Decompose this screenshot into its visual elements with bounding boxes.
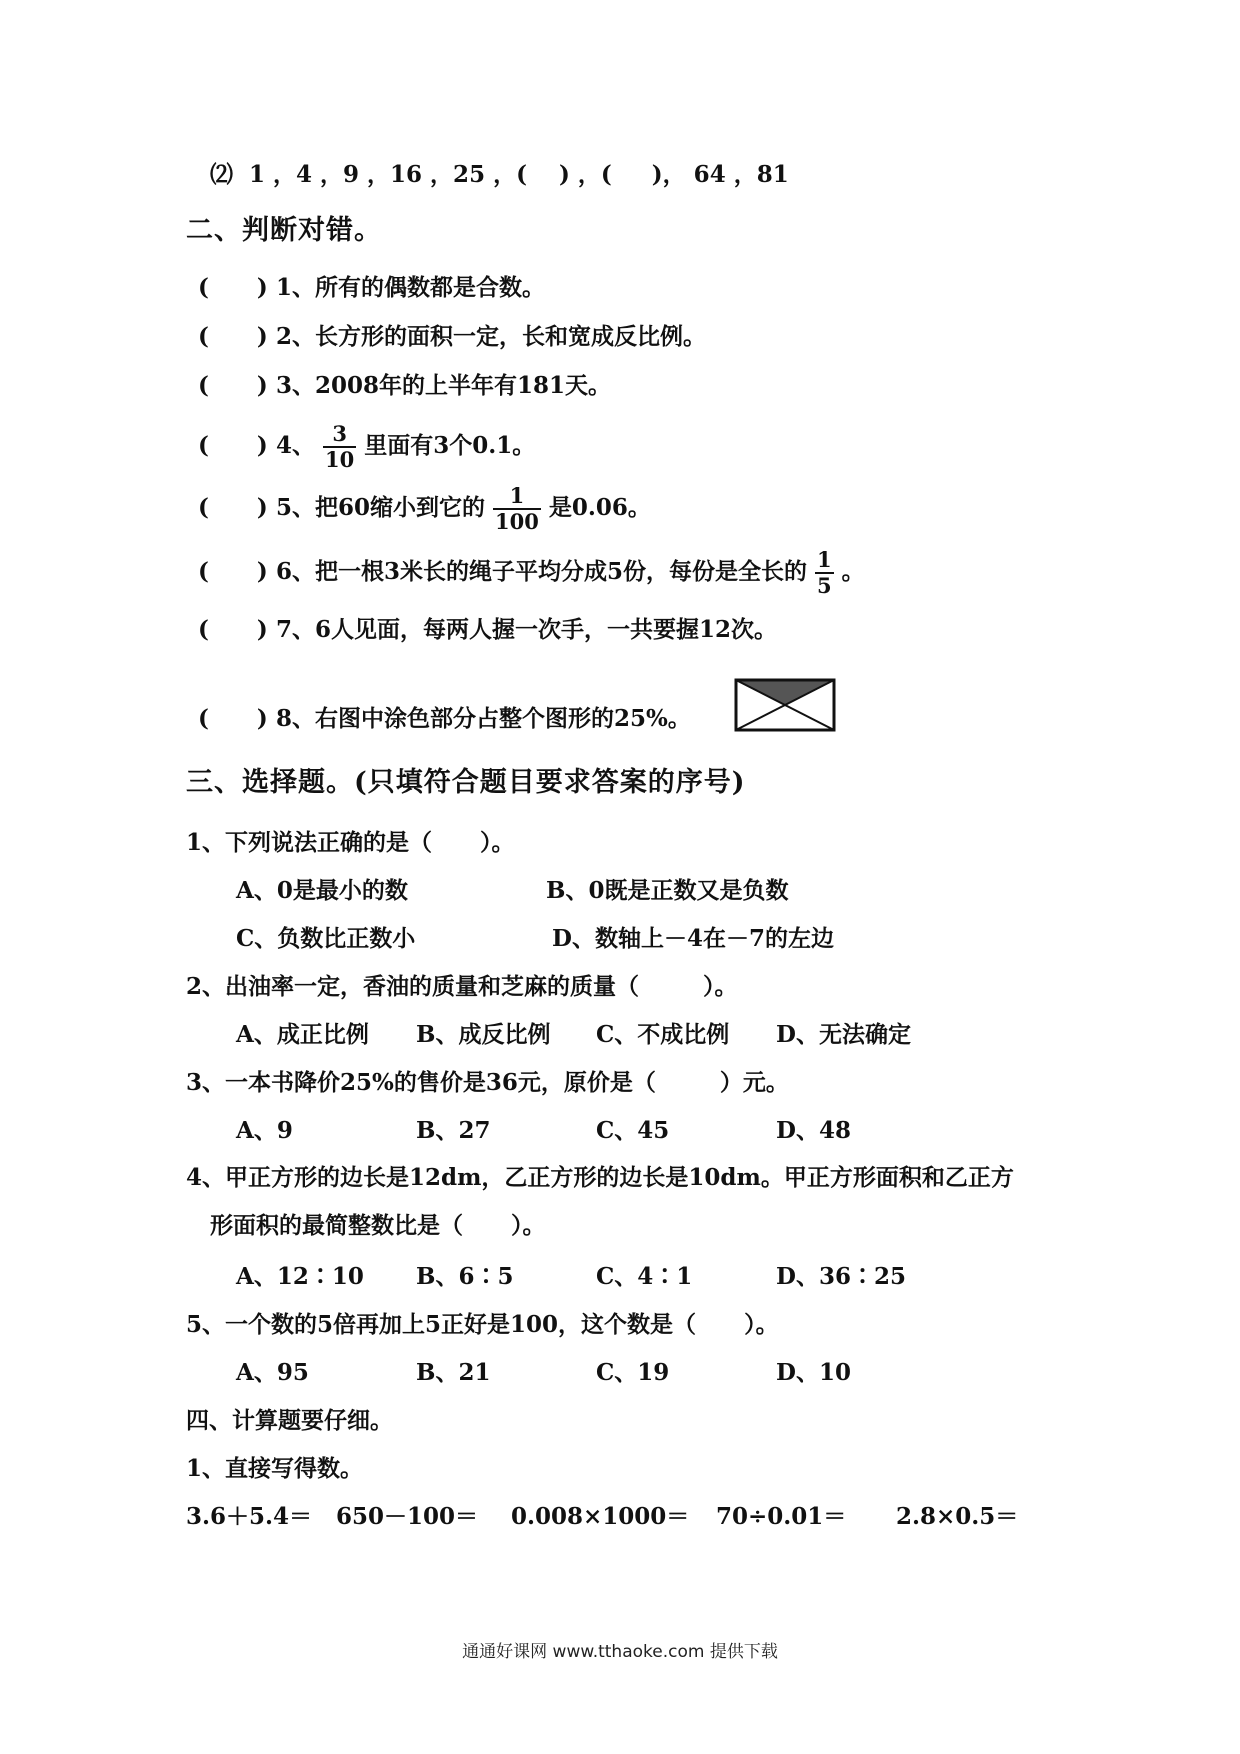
q4-option-b[interactable]: B、6∶5: [416, 1263, 514, 1290]
judge-item-6-prefix: 6、把一根3米长的绳子平均分成5份，每份是全长的: [276, 558, 808, 585]
q3-option-b[interactable]: B、27: [416, 1117, 491, 1144]
choice-q1: 1、下列说法正确的是（ ）。: [186, 829, 515, 856]
section-4-title: 四、计算题要仔细。: [186, 1407, 393, 1434]
sequence-question: ⑵ 1 ，4 ，9 ，16 ，25 ，( ) ，( )， 64 ，81: [210, 161, 789, 188]
choice-q3: 3、一本书降价25%的售价是36元，原价是（ ）元。: [186, 1069, 789, 1096]
calc-5: 2.8×0.5＝: [896, 1503, 1019, 1530]
judge-item-8-text: 8、右图中涂色部分占整个图形的25%。: [276, 705, 691, 732]
judge-item-4-suffix: 里面有3个0.1。: [364, 432, 536, 459]
q5-option-a[interactable]: A、95: [236, 1359, 309, 1386]
answer-paren[interactable]: ( ): [198, 616, 268, 643]
q2-option-a[interactable]: A、成正比例: [236, 1021, 369, 1048]
judge-item-1: [198, 273, 545, 303]
judge-item-5-suffix: 是0.06。: [548, 494, 651, 521]
shaded-rectangle-figure: [734, 678, 836, 732]
fraction-numerator: 3: [323, 422, 356, 448]
calc-3: 0.008×1000＝: [511, 1503, 690, 1530]
judge-item-2-text: 2、长方形的面积一定，长和宽成反比例。: [276, 323, 707, 350]
fraction-denominator: 10: [325, 447, 355, 472]
judge-item-7-text: 7、6人见面，每两人握一次手，一共要握12次。: [276, 616, 778, 643]
q4-option-c[interactable]: C、4∶1: [596, 1263, 693, 1290]
judge-item-2: [198, 322, 706, 352]
q1-option-c[interactable]: C、负数比正数小: [236, 925, 416, 952]
q4-option-d[interactable]: D、36∶25: [776, 1263, 906, 1290]
answer-paren[interactable]: ( ): [198, 274, 268, 301]
fraction-numerator: 1: [493, 484, 541, 510]
choice-q2: 2、出油率一定，香油的质量和芝麻的质量（ ）。: [186, 973, 738, 1000]
fraction-numerator: 1: [817, 547, 832, 572]
judge-item-4: [198, 418, 535, 474]
q1-option-b[interactable]: B、0既是正数又是负数: [546, 877, 789, 904]
answer-paren[interactable]: ( ): [198, 494, 268, 521]
section-3-title: 三、选择题。(只填符合题目要求答案的序号): [186, 767, 746, 798]
judge-item-1-text: 1、所有的偶数都是合数。: [276, 274, 546, 301]
judge-item-7: [198, 615, 777, 645]
fraction-1-100: [493, 484, 541, 534]
section-4-sub1: 1、直接写得数。: [186, 1455, 364, 1482]
judge-item-8: [198, 704, 691, 734]
judge-item-3: [198, 371, 611, 401]
judge-item-6-suffix: 。: [841, 558, 865, 585]
q1-option-a[interactable]: A、0是最小的数: [236, 877, 408, 904]
section-2-title: 二、判断对错。: [186, 215, 382, 246]
calc-2: 650－100＝: [336, 1503, 479, 1530]
answer-paren[interactable]: ( ): [198, 705, 268, 732]
calc-4: 70÷0.01＝: [716, 1503, 847, 1530]
q2-option-d[interactable]: D、无法确定: [776, 1021, 911, 1048]
calc-1: 3.6＋5.4＝: [186, 1503, 313, 1530]
q5-option-d[interactable]: D、10: [776, 1359, 851, 1386]
answer-paren[interactable]: ( ): [198, 432, 268, 459]
fraction-denominator: 100: [495, 509, 539, 534]
fraction-3-10: [323, 422, 356, 472]
judge-item-5-prefix: 5、把60缩小到它的: [276, 494, 486, 521]
judge-item-6: [198, 544, 865, 600]
q3-option-a[interactable]: A、9: [236, 1117, 293, 1144]
fraction-denominator: 5: [817, 573, 832, 598]
answer-paren[interactable]: ( ): [198, 323, 268, 350]
judge-item-4-prefix: 4、: [276, 432, 316, 459]
shaded-triangle: [736, 680, 834, 705]
q1-option-d[interactable]: D、数轴上－4在－7的左边: [552, 925, 834, 952]
q3-option-c[interactable]: C、45: [596, 1117, 670, 1144]
q4-option-a[interactable]: A、12∶10: [236, 1263, 364, 1290]
q5-option-c[interactable]: C、19: [596, 1359, 670, 1386]
choice-q4-line2: 形面积的最简整数比是（ ）。: [210, 1212, 546, 1239]
fraction-1-5: [815, 548, 834, 598]
answer-paren[interactable]: ( ): [198, 372, 268, 399]
judge-item-5: [198, 480, 651, 536]
choice-q4-line1: 4、甲正方形的边长是12dm，乙正方形的边长是10dm。甲正方形面积和乙正方: [186, 1164, 1014, 1191]
answer-paren[interactable]: ( ): [198, 558, 268, 585]
q2-option-b[interactable]: B、成反比例: [416, 1021, 551, 1048]
footer-credit: 通通好课网 www.tthaoke.com 提供下载: [462, 1642, 778, 1662]
q2-option-c[interactable]: C、不成比例: [596, 1021, 730, 1048]
judge-item-3-text: 3、2008年的上半年有181天。: [276, 372, 612, 399]
choice-q5: 5、一个数的5倍再加上5正好是100，这个数是（ ）。: [186, 1311, 779, 1338]
q3-option-d[interactable]: D、48: [776, 1117, 851, 1144]
q5-option-b[interactable]: B、21: [416, 1359, 491, 1386]
